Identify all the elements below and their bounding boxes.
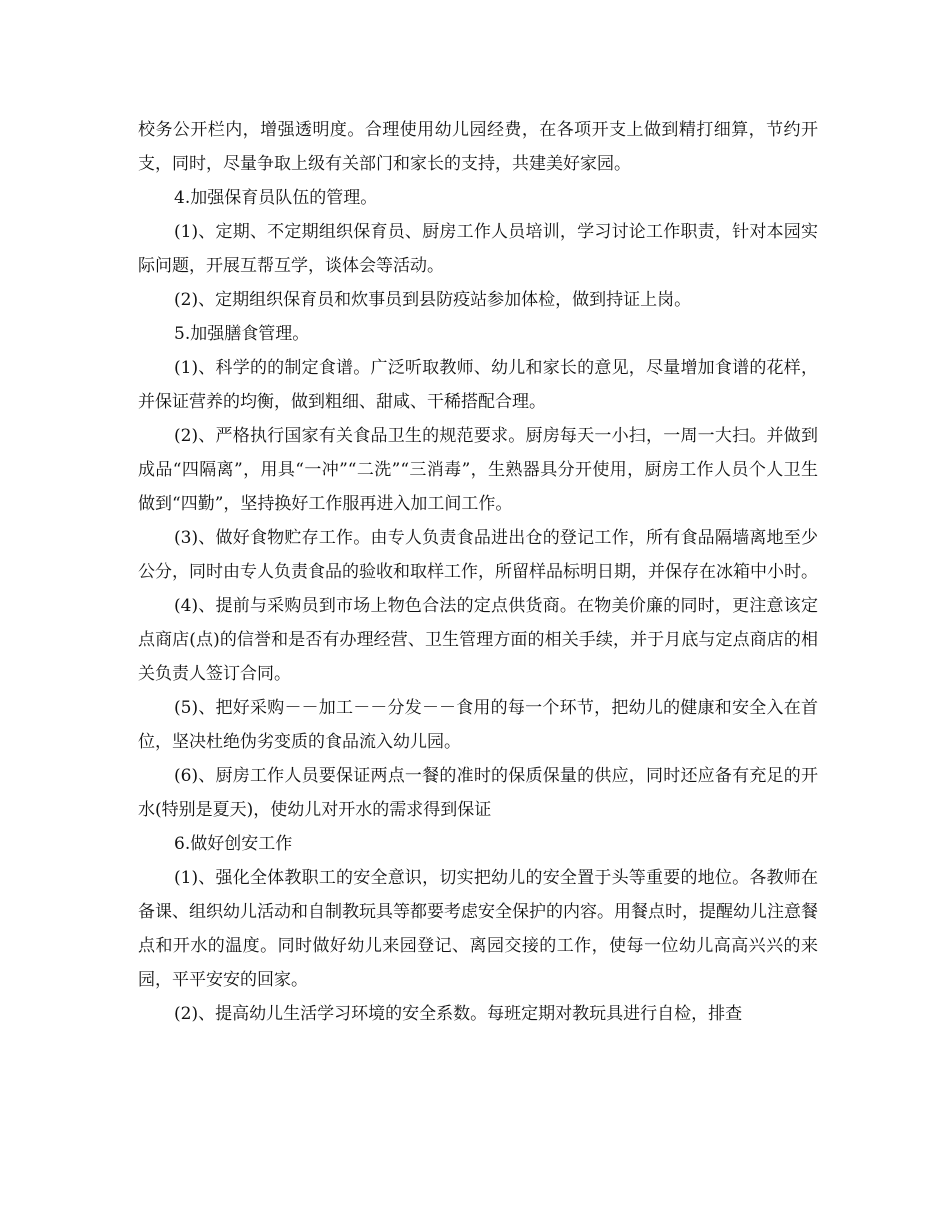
- section-heading: 5.加强膳食管理。: [174, 324, 310, 344]
- paragraph: (5)、把好采购－－加工－－分发－－食用的每一个环节，把幼儿的健康和安全入在首位，坚决杜绝伪劣变质的食品流入幼儿园。: [138, 698, 818, 752]
- paragraph: (1)、定期、不定期组织保育员、厨房工作人员培训，学习讨论工作职责，针对本园实际问题，开展互帮互学，谈体会等活动。: [138, 222, 818, 276]
- section-heading: 6.做好创安工作: [174, 834, 293, 854]
- paragraph: (1)、强化全体教职工的安全意识，切实把幼儿的安全置于头等重要的地位。各教师在备课、组织幼儿活动和自制教玩具等都要考虑安全保护的内容。用餐点时，提醒幼儿注意餐点和开水的温度。同时做好幼儿来园登记、离园交接的工作，使每一位幼儿高高兴兴的来园，平平安安的回家。: [138, 868, 818, 990]
- paragraph: (2)、严格执行国家有关食品卫生的规范要求。厨房每天一小扫，一周一大扫。并做到成品“四隔离”，用具“一冲”“二洗”“三消毒”，生熟器具分开使用，厨房工作人员个人卫生做到“四勤”，坚持换好工作服再进入加工间工作。: [138, 426, 818, 514]
- paragraph: (3)、做好食物贮存工作。由专人负责食品进出仓的登记工作，所有食品隔墙离地至少公分，同时由专人负责食品的验收和取样工作，所留样品标明日期，并保存在冰箱中小时。: [138, 528, 818, 582]
- document-body: [138, 113, 818, 1031]
- paragraph: (2)、提高幼儿生活学习环境的安全系数。每班定期对教玩具进行自检，排查: [174, 1004, 743, 1024]
- section-heading: 4.加强保育员队伍的管理。: [174, 188, 378, 208]
- paragraph: (6)、厨房工作人员要保证两点一餐的准时的保质保量的供应，同时还应备有充足的开水(特别是夏天)，使幼儿对开水的需求得到保证: [138, 766, 818, 820]
- paragraph: 校务公开栏内，增强透明度。合理使用幼儿园经费，在各项开支上做到精打细算，节约开支，同时，尽量争取上级有关部门和家长的支持，共建美好家园。: [138, 120, 818, 174]
- paragraph: (1)、科学的的制定食谱。广泛听取教师、幼儿和家长的意见，尽量增加食谱的花样，并保证营养的均衡，做到粗细、甜咸、干稀搭配合理。: [138, 358, 818, 412]
- paragraph: (4)、提前与采购员到市场上物色合法的定点供货商。在物美价廉的同时，更注意该定点商店(点)的信誉和是否有办理经营、卫生管理方面的相关手续，并于月底与定点商店的相关负责人签订合同。: [138, 596, 818, 684]
- paragraph: (2)、定期组织保育员和炊事员到县防疫站参加体检，做到持证上岗。: [174, 290, 692, 310]
